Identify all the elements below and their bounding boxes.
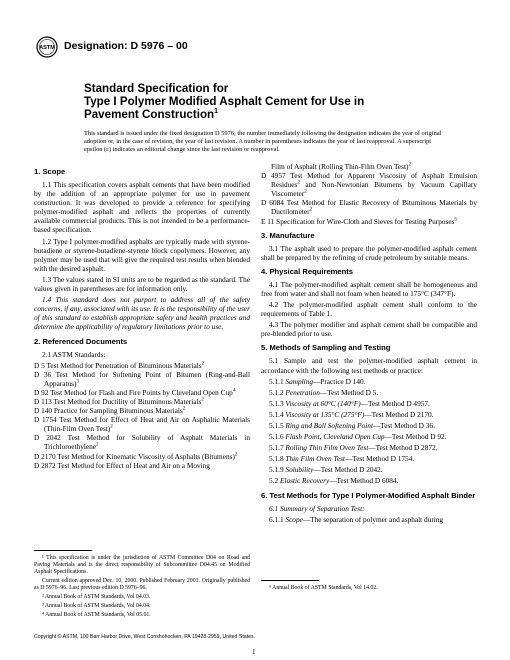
astm-logo (36, 36, 58, 58)
astm-standards-label: 2.1 ASTM Standards: (42, 349, 106, 359)
footnote-1b: Current edition approved Dec. 10, 2000. Published February 2001. Originally published as D 5976–96. Last previous edition D 5976–96. (34, 578, 250, 591)
document-title (84, 82, 424, 121)
paragraph-4-3: 4.3 The polymer modifier and asphalt cement shall be compatible and pre-blended prior to use. (261, 320, 477, 339)
method-item: 5.1.3 Viscosity at 60°C (140°F)—Test Method D 4957. (269, 398, 430, 408)
section-heading-physical-requirements: 4. Physical Requirements (261, 266, 354, 276)
right-column (261, 162, 477, 526)
section-heading-test-methods: 6. Test Methods for Type I Polymer-Modified Asphalt Binder (261, 490, 476, 500)
reference-list (34, 361, 250, 470)
copyright-notice: Copyright © ASTM, 100 Barr Harbor Drive, West Conshohocken, PA 19428-2959, United States. (34, 634, 256, 640)
reference-item: D 5 Test Method for Penetration of Bituminous Materials$^2$ (34, 360, 205, 370)
issue-note: This standard is issued under the fixed designation D 5976; the number immediately following the designation indicates the year of original adoption or, in the case of revision, the year of last revision. A number in parentheses indicates the year of last reapproval. A superscript epsilon (ε) indicates an editorial change since the last revision or reapproval. (84, 130, 442, 153)
method-item: 5.1.4 Viscosity at 135°C (275°F)—Test Method D 2170. (269, 409, 434, 419)
footnote-3: ³ Annual Book of ASTM Standards, Vol 04.04. (42, 603, 151, 609)
reference-item: D 2170 Test Method for Kinematic Viscosity of Asphalts (Bitumens)$^2$ (34, 451, 238, 461)
footnotes-left (34, 555, 250, 621)
footnote-5: ⁵ Annual Book of ASTM Standards, Vol 14.02. (269, 585, 378, 591)
footnote-1: ¹ This specification is under the jurisdiction of ASTM Committee D04 on Road and Paving Materials and is the direct responsibility of Subcommittee D04.45 on Modified Asphalt Specifications. (34, 555, 250, 575)
reference-item: D 4957 Test Method for Apparent Viscosity of Asphalt Emulsion Residues$^2$ and Non-Newtonian Bitumens by Vacuum Capillary Viscometer$^2$ (261, 171, 477, 199)
paragraph-4-1: 4.1 The polymer-modified asphalt cement shall be homogeneous and free from water and shall not foam when heated to 175°C (347°F). (261, 279, 477, 298)
reference-item: D 2872 Test Method for Effect of Heat and Air on a Moving (34, 460, 210, 470)
method-item: 5.1.7 Rolling Thin Film Oven Test—Test Method D 2872. (269, 443, 438, 453)
section-heading-manufacture: 3. Manufacture (261, 230, 315, 240)
method-item: 5.1.6 Flash Point, Cleveland Open Cup—Test Method D 92. (269, 432, 447, 442)
paragraph-4-2: 4.2 The polymer-modified asphalt cement shall conform to the requirements of Table 1. (261, 300, 477, 319)
section-heading-scope: 1. Scope (34, 167, 66, 176)
footnote-rule-left (34, 550, 92, 551)
reference-item: D 2042 Test Method for Solubility of Asphalt Materials in Trichloroethylene$^2$ (34, 433, 250, 452)
footnote-rule-right (261, 580, 319, 581)
paragraph-5-1: 5.1 Sample and test the polymer-modified asphalt cement in accordance with the following test methods or practice: (261, 356, 477, 375)
method-list (261, 377, 477, 486)
reference-item: D 140 Practice for Sampling Bituminous Materials$^2$ (34, 406, 186, 416)
method-item: 5.1.5 Ring and Ball Softening Point—Test Method D 36. (269, 420, 435, 430)
title-line-2: Type I Polymer Modified Asphalt Cement for Use in (84, 95, 365, 108)
paragraph-1-1: 1.1 This specification covers asphalt cements that have been modified by the addition of an appropriate polymer for use in pavement construction. It was developed to provide a reference for specifying polymer-modified asphalt and reflects the properties of currently available commercial products. This is not intended to be a performance-based specification. (34, 180, 250, 235)
reference-item: D 1754 Test Method for Effect of Heat and Air on Asphaltic Materials (Thin-Film Oven Test)$^2$ (34, 415, 250, 434)
section-heading-referenced-documents: 2. Referenced Documents (34, 336, 128, 346)
method-item: 5.1.8 Thin Film Oven Test—Test Method D 1754. (269, 454, 415, 464)
paragraph-6-1: 6.1 Summary of Separation Test: (269, 503, 365, 513)
title-line-1: Standard Specification for (84, 82, 229, 95)
paragraph-6-1-1: 6.1.1 Scope—The separation of polymer and asphalt during (269, 514, 444, 524)
reference-item: D 36 Test Method for Softening Point of Bitumen (Ring-and-Ball Apparatus)$^3$ (34, 369, 250, 388)
reference-item: D 113 Test Method for Ductility of Bituminous Materials$^2$ (34, 396, 204, 406)
reference-continuation: Film of Asphalt (Rolling Thin-Film Oven Test)$^2$ (271, 162, 411, 171)
footnote-2: ² Annual Book of ASTM Standards, Vol 04.03. (42, 594, 151, 600)
paragraph-1-3: 1.3 The values stated in SI units are to be regarded as the standard. The values given in parentheses are for information only. (34, 274, 250, 294)
reference-item: D 6084 Test Method for Elastic Recovery of Bituminous Materials by Ductilometer$^2$ (261, 198, 477, 217)
paragraph-3-1: 3.1 The asphalt used to prepare the polymer-modified asphalt cement shall be prepared by the refining of crude petroleum by suitable means. (261, 243, 477, 262)
left-column (34, 162, 250, 470)
footnote-4: ⁴ Annual Book of ASTM Standards, Vol 05.01. (42, 612, 151, 618)
method-item: 5.1.9 Solubility—Test Method D 2042. (269, 465, 383, 475)
method-item: 5.1.1 Sampling—Practice D 140. (269, 376, 366, 386)
section-heading-sampling-testing: 5. Methods of Sampling and Testing (261, 343, 391, 353)
footnotes-right (261, 585, 477, 594)
reference-item: D 92 Test Method for Flash and Fire Points by Cleveland Open Cup$^4$ (34, 387, 236, 397)
page-number: 1 (252, 648, 256, 656)
paragraph-1-4: 1.4 This standard does not purport to address all of the safety concerns, if any, associated with its use. It is the responsibility of the user of this standard to establish appropriate safety and health practices and determine the applicability of regulatory limitations prior to use. (34, 295, 250, 332)
designation: Designation: D 5976 – 00 (64, 40, 188, 52)
paragraph-1-2: 1.2 Type I polymer-modified asphalts are typically made with styrene-butadiene or styrene-butadiene-styrene block copolymers. However, any polymer may be used that will give the required test results when blended with the desired asphalt. (34, 236, 250, 273)
svg-text:ASTM: ASTM (39, 45, 55, 52)
method-item: 5.2 Elastic Recovery—Test Method D 6084. (269, 476, 399, 486)
method-item: 5.1.2 Penetration—Test Method D 5. (269, 387, 379, 397)
title-line-3: Pavement Construction$^1$ (84, 108, 219, 121)
reference-item: E 11 Specification for Wire-Cloth and Sieves for Testing Purposes$^5$ (261, 216, 457, 226)
